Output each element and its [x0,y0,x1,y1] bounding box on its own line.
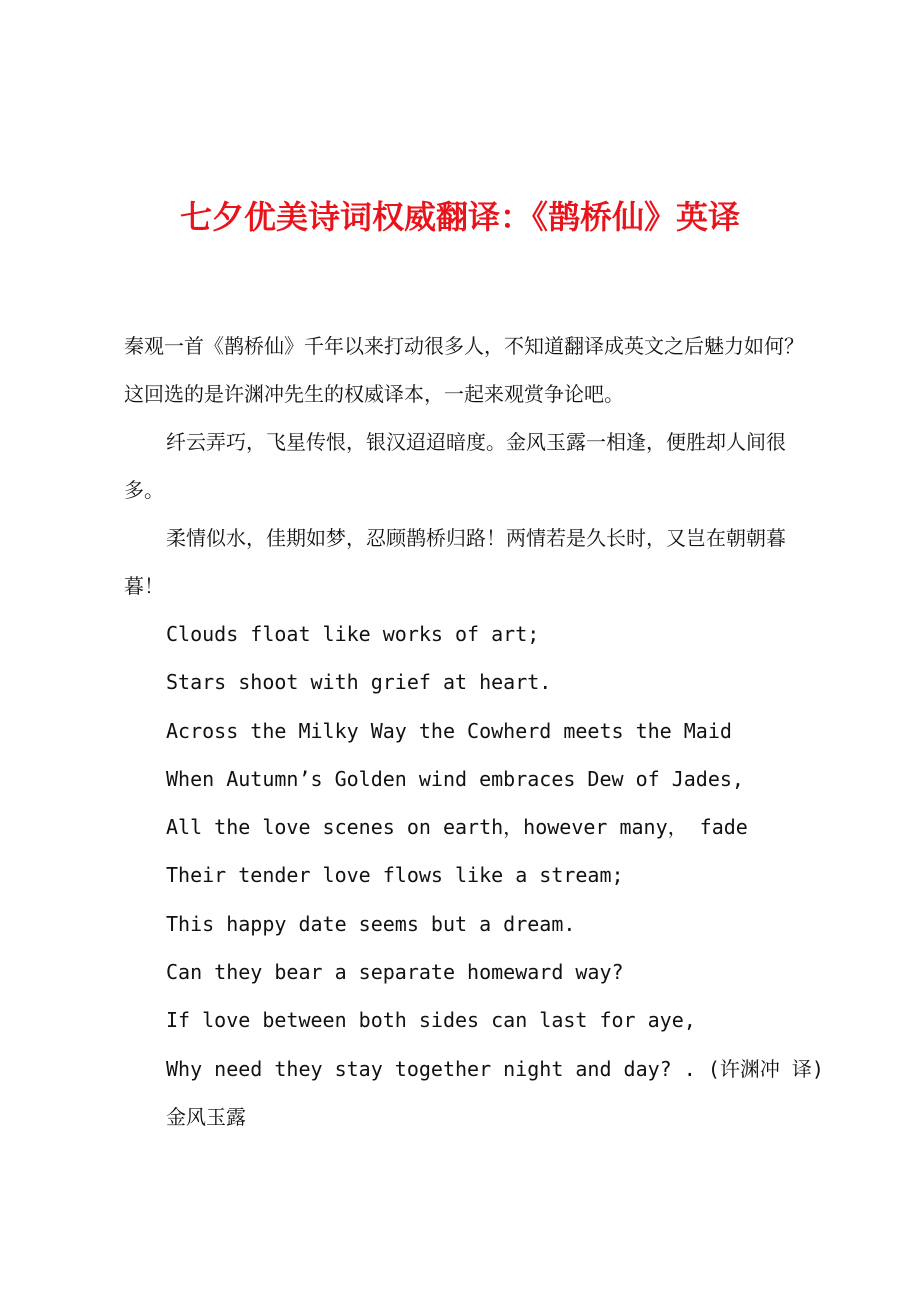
poem-en-line-9: If love between both sides can last for aye, [166,1008,696,1033]
poem-en-line-4: When Autumn’s Golden wind embraces Dew of Jades, [166,766,744,791]
document-title: 七夕优美诗词权威翻译：《鹊桥仙》英译 [179,198,740,236]
poem-en-line-3: Across the Milky Way the Cowherd meets the Maid [166,718,732,743]
poem-en-line-5: All the love scenes on earth，however many， fade [166,815,748,840]
poem-cn-stanza-1: 纤云弄巧，飞星传恨，银汉迢迢暗度。金风玉露一相逢，便胜却人间很多。 [124,430,786,502]
poem-cn-stanza-2: 柔情似水，佳期如梦，忍顾鹊桥归路！两情若是久长时，又岂在朝朝暮暮！ [124,526,786,598]
poem-en-line-1: Clouds float like works of art; [166,622,540,646]
poem-en-line-10: Why need they stay together night and day? . (许渊冲 译) [166,1056,824,1081]
closing-line: 金风玉露 [166,1104,246,1129]
poem-en-line-6: Their tender love flows like a stream; [166,863,624,888]
document-body [124,322,824,1141]
intro-paragraph: 秦观一首《鹊桥仙》千年以来打动很多人，不知道翻译成英文之后魅力如何？这回选的是许渊冲先生的权威译本，一起来观赏争论吧。 [124,334,804,406]
poem-en-line-7: This happy date seems but a dream. [166,911,576,936]
poem-en-line-8: Can they bear a separate homeward way? [166,960,624,985]
poem-en-line-2: Stars shoot with grief at heart. [166,670,552,695]
